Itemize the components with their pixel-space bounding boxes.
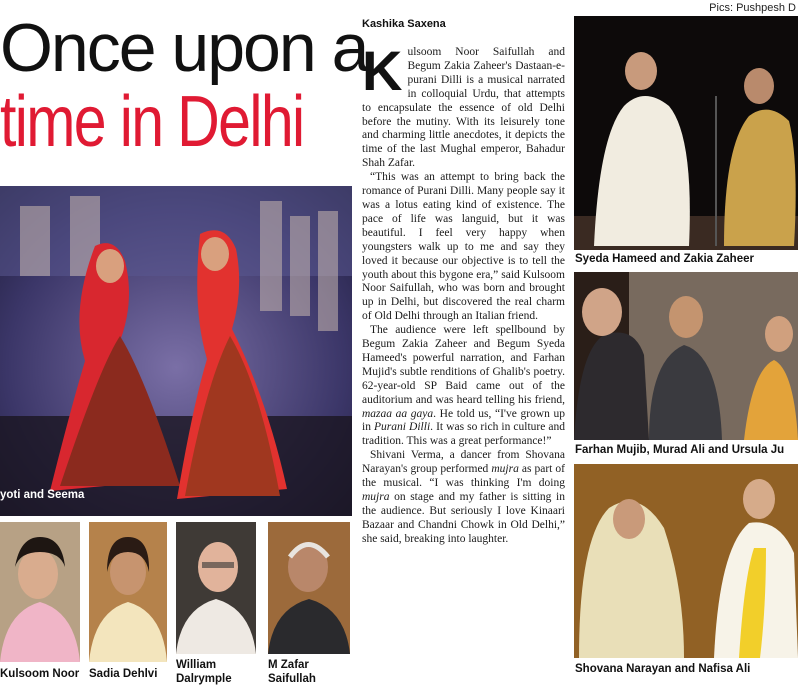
caption-dancers: yoti and Seema	[0, 489, 85, 501]
article-italic-3d: Purani Dilli	[374, 421, 431, 434]
kulsoom-portrait	[0, 522, 80, 662]
article-text-4e: on stage and my father is sitting in the audience. But seriously I love Kinaari Bazaar and Chandni Chowk in Old Delhi,” she said, breaking into laughter.	[362, 491, 565, 545]
drop-cap: K	[362, 39, 403, 102]
syeda-zakia-photo	[574, 16, 798, 250]
article-paragraph-4	[362, 449, 565, 546]
byline: Kashika Saxena	[362, 18, 446, 30]
article-italic-4b: mujra	[491, 463, 519, 476]
article-text-3e: . It was so rich in culture and tradition. This was a great performance!”	[362, 421, 566, 448]
headline-line-2: time in Delhi	[0, 82, 304, 162]
farhan-murad-ursula-photo	[574, 272, 798, 440]
caption-farhan-murad-ursula: Farhan Mujib, Murad Ali and Ursula Ju	[575, 444, 785, 456]
caption-william-line2: Dalrymple	[176, 673, 232, 685]
caption-william-line1: William	[176, 659, 217, 671]
article-italic-4d: mujra	[362, 491, 390, 503]
article-paragraph-2: “This was an attempt to bring back the romance of Purani Dilli. Many people say it was a lotus eating kind of existence. The pace of life was languid, but it was beautiful. I feel very happy when youngsters walk up to me and say they loved it because our objective is to tell the youth about this bygone era,” said Kulsoom Noor Saifullah, who was born and brought up in Delhi, but discovered the real charm of Old Delhi through an Italian friend.	[362, 171, 565, 323]
article-text-4a: Shivani Verma, a dancer from Shovana Narayan's group performed	[362, 449, 565, 476]
shovana-nafisa-photo	[574, 464, 798, 658]
article-paragraph-3	[362, 324, 565, 449]
zafar-portrait	[268, 522, 350, 654]
article-italic-3b: mazaa aa gaya	[362, 407, 434, 420]
article-text-4c: as part of the musical. “I was thinking I'm doing	[362, 463, 565, 490]
caption-sadia: Sadia Dehlvi	[89, 668, 158, 680]
article-paragraph-1	[362, 39, 565, 171]
article-text-3a: The audience were left spellbound by Begum Zakia Zaheer and Begum Syeda Hameed's powerful narration, and Farhan Mujid's subtle renditions of Ghalib's poetry. 62-year-old SP Baid came out of the auditorium and was heard telling his friend,	[362, 324, 565, 406]
william-portrait	[176, 522, 256, 654]
caption-syeda-zakia: Syeda Hameed and Zakia Zaheer	[575, 253, 754, 265]
caption-shovana-nafisa: Shovana Narayan and Nafisa Ali	[575, 663, 751, 675]
caption-zafar-line1: M Zafar	[268, 659, 309, 671]
article-body	[362, 39, 566, 547]
caption-zafar-line2: Saifullah	[268, 673, 316, 685]
article-text-1: ulsoom Noor Saifullah and Begum Zakia Zaheer's Dastaan-e-purani Dilli is a musical narrated in colloquial Urdu, that attempts to encapsulate the essence of old Delhi before the mutiny. With its leisurely tone and charming little anecdotes, it depicts the time of the last Mughal emperor, Bahadur Shah Zafar.	[362, 46, 565, 170]
caption-kulsoom: Kulsoom Noor	[0, 668, 80, 680]
headline-line-1: Once upon a	[0, 10, 368, 86]
article-text-3c: . He told us, “I've grown up in	[362, 407, 565, 434]
sadia-portrait	[89, 522, 167, 662]
dancers-photo	[0, 186, 352, 516]
photo-credit: Pics: Pushpesh D	[709, 2, 796, 14]
